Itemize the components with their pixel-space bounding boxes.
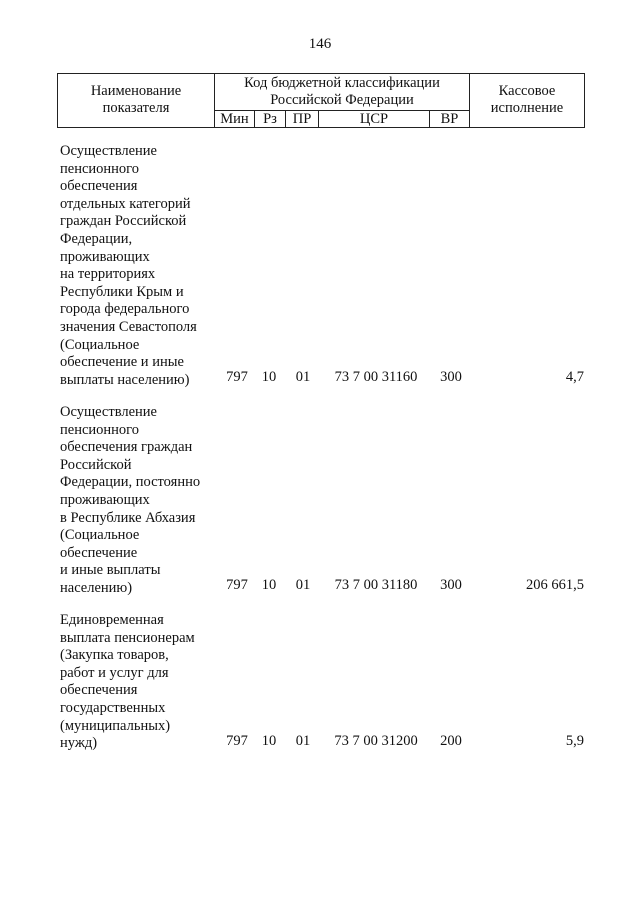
header-amount-column: Кассовое исполнение (490, 83, 564, 116)
row-min: 797 (226, 577, 248, 593)
header-rz: Рз (263, 110, 277, 127)
header-vr: ВР (440, 110, 459, 127)
row-name: Единовременная выплата пенсионерам (Закупка товаров, работ и услуг для обеспечения государственных (муниципальных) нужд) (60, 612, 195, 752)
table-header (57, 73, 585, 128)
row-vr: 200 (440, 733, 462, 749)
row-pr: 01 (295, 577, 311, 593)
header-border-right (584, 73, 585, 128)
header-name-column: Наименование показателя (90, 83, 182, 116)
table-row (0, 143, 640, 393)
row-rz: 10 (261, 577, 277, 593)
header-code-group: Код бюджетной классификации Российской Федерации (244, 74, 440, 108)
header-min: Мин (220, 110, 249, 127)
row-pr: 01 (295, 369, 311, 385)
row-amount: 4,7 (565, 369, 584, 385)
row-name: Осуществление пенсионного обеспечения отдельных категорий граждан Российской Федерации, проживающих на территориях Республики Крым и города федерального значения Севастополя (Социальное обеспечение и иные выплаты населению) (60, 143, 197, 388)
page-number: 146 (308, 36, 332, 52)
row-csr: 73 7 00 31180 (334, 577, 418, 593)
row-amount: 206 661,5 (526, 577, 584, 593)
row-vr: 300 (440, 369, 462, 385)
row-csr: 73 7 00 31200 (334, 733, 418, 749)
header-border-bottom (57, 127, 585, 128)
row-csr: 73 7 00 31160 (334, 369, 418, 385)
row-pr: 01 (295, 733, 311, 749)
row-min: 797 (226, 733, 248, 749)
row-amount: 5,9 (565, 733, 584, 749)
header-pr: ПР (292, 110, 312, 127)
row-name: Осуществление пенсионного обеспечения граждан Российской Федерации, постоянно проживающих в Республике Абхазия (Социальное обеспечение и иные выплаты населению) (60, 404, 201, 596)
table-row (0, 404, 640, 604)
row-rz: 10 (261, 733, 277, 749)
header-csr: ЦСР (359, 110, 389, 127)
row-vr: 300 (440, 577, 462, 593)
row-min: 797 (226, 369, 248, 385)
table-row (0, 612, 640, 762)
row-rz: 10 (261, 369, 277, 385)
